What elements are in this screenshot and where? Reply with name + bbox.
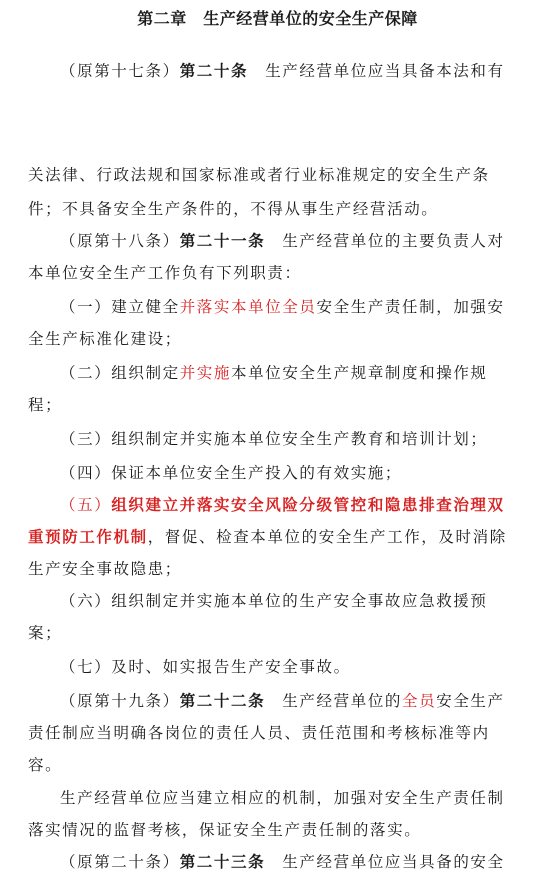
article-21-original-number: （原第十八条） — [60, 232, 180, 250]
article-22-line-3: 容。 — [28, 756, 63, 774]
article-22-text-rest: 安全生产 — [436, 692, 505, 710]
item-6-line-2: 案； — [28, 624, 63, 642]
article-23-number: 第二十三条 — [179, 853, 266, 871]
item-5-prefix: （五） — [60, 496, 112, 514]
article-22-original-number: （原第十九条） — [60, 692, 180, 710]
article-20-number: 第二十条 — [179, 62, 249, 80]
article-23-original-number: （原第二十条） — [60, 853, 180, 871]
article-22-amendment: 全员 — [402, 692, 437, 710]
item-2-line-2: 程； — [28, 396, 63, 414]
item-2-line-1 — [60, 362, 543, 384]
item-5-amendment-1: 组织建立并落实安全风险分级管控和隐患排查治理双 — [111, 496, 505, 514]
item-2-amendment: 并实施 — [179, 364, 232, 382]
article-21-line-1 — [60, 230, 543, 252]
item-1-line-1 — [60, 296, 543, 318]
article-20-original-number: （原第十七条） — [60, 62, 180, 80]
chapter-title: 第二章 生产经营单位的安全生产保障 — [137, 9, 418, 28]
article-22-paragraph-2-line-1: 生产经营单位应当建立相应的机制，加强对安全生产责任制 — [60, 789, 505, 807]
item-4: （四）保证本单位安全生产投入的有效实施； — [60, 464, 403, 482]
item-2-prefix: （二）组织制定 — [60, 364, 180, 382]
item-2-rest: 本单位安全生产规章制度和操作规 — [231, 364, 488, 382]
article-20-line-3: 件；不具备安全生产条件的，不得从事生产经营活动。 — [28, 200, 439, 218]
article-20-text: 生产经营单位应当具备本法和有 — [248, 62, 505, 80]
article-20-line-2: 关法律、行政法规和国家标准或者行业标准规定的安全生产条 — [28, 166, 490, 184]
item-1-prefix: （一）建立健全 — [60, 298, 180, 316]
item-5-amendment-2: 重预防工作机制 — [28, 528, 148, 546]
article-22-paragraph-2-line-2: 落实情况的监督考核，保证安全生产责任制的落实。 — [28, 821, 422, 839]
item-6-line-1: （六）组织制定并实施本单位的生产安全事故应急救援预 — [60, 592, 488, 610]
article-21-number: 第二十一条 — [179, 232, 266, 250]
item-3: （三）组织制定并实施本单位安全生产教育和培训计划； — [60, 430, 488, 448]
article-22-number: 第二十二条 — [179, 692, 266, 710]
article-21-line-2: 本单位安全生产工作负有下列职责： — [28, 264, 302, 282]
item-5-line-3: 生产安全事故隐患； — [28, 560, 182, 578]
item-1-amendment: 并落实本单位全员 — [179, 298, 317, 316]
item-1-rest: 安全生产责任制，加强安 — [316, 298, 505, 316]
article-20-line-1 — [60, 60, 543, 82]
article-21-text: 生产经营单位的主要负责人对 — [265, 232, 505, 250]
article-22-line-2: 责任制应当明确各岗位的责任人员、责任范围和考核标准等内 — [28, 724, 490, 742]
item-5-rest: ，督促、检查本单位的安全生产工作，及时消除 — [147, 528, 507, 546]
item-7: （七）及时、如实报告生产安全事故。 — [60, 658, 351, 676]
item-1-line-2: 全生产标准化建设； — [28, 330, 182, 348]
item-5-line-2 — [28, 526, 543, 548]
article-22-text: 生产经营单位的 — [265, 692, 403, 710]
item-5-line-1 — [60, 494, 543, 516]
article-23-line-1 — [60, 851, 543, 873]
article-23-text: 生产经营单位应当具备的安全 — [265, 853, 505, 871]
article-22-line-1 — [60, 690, 543, 712]
